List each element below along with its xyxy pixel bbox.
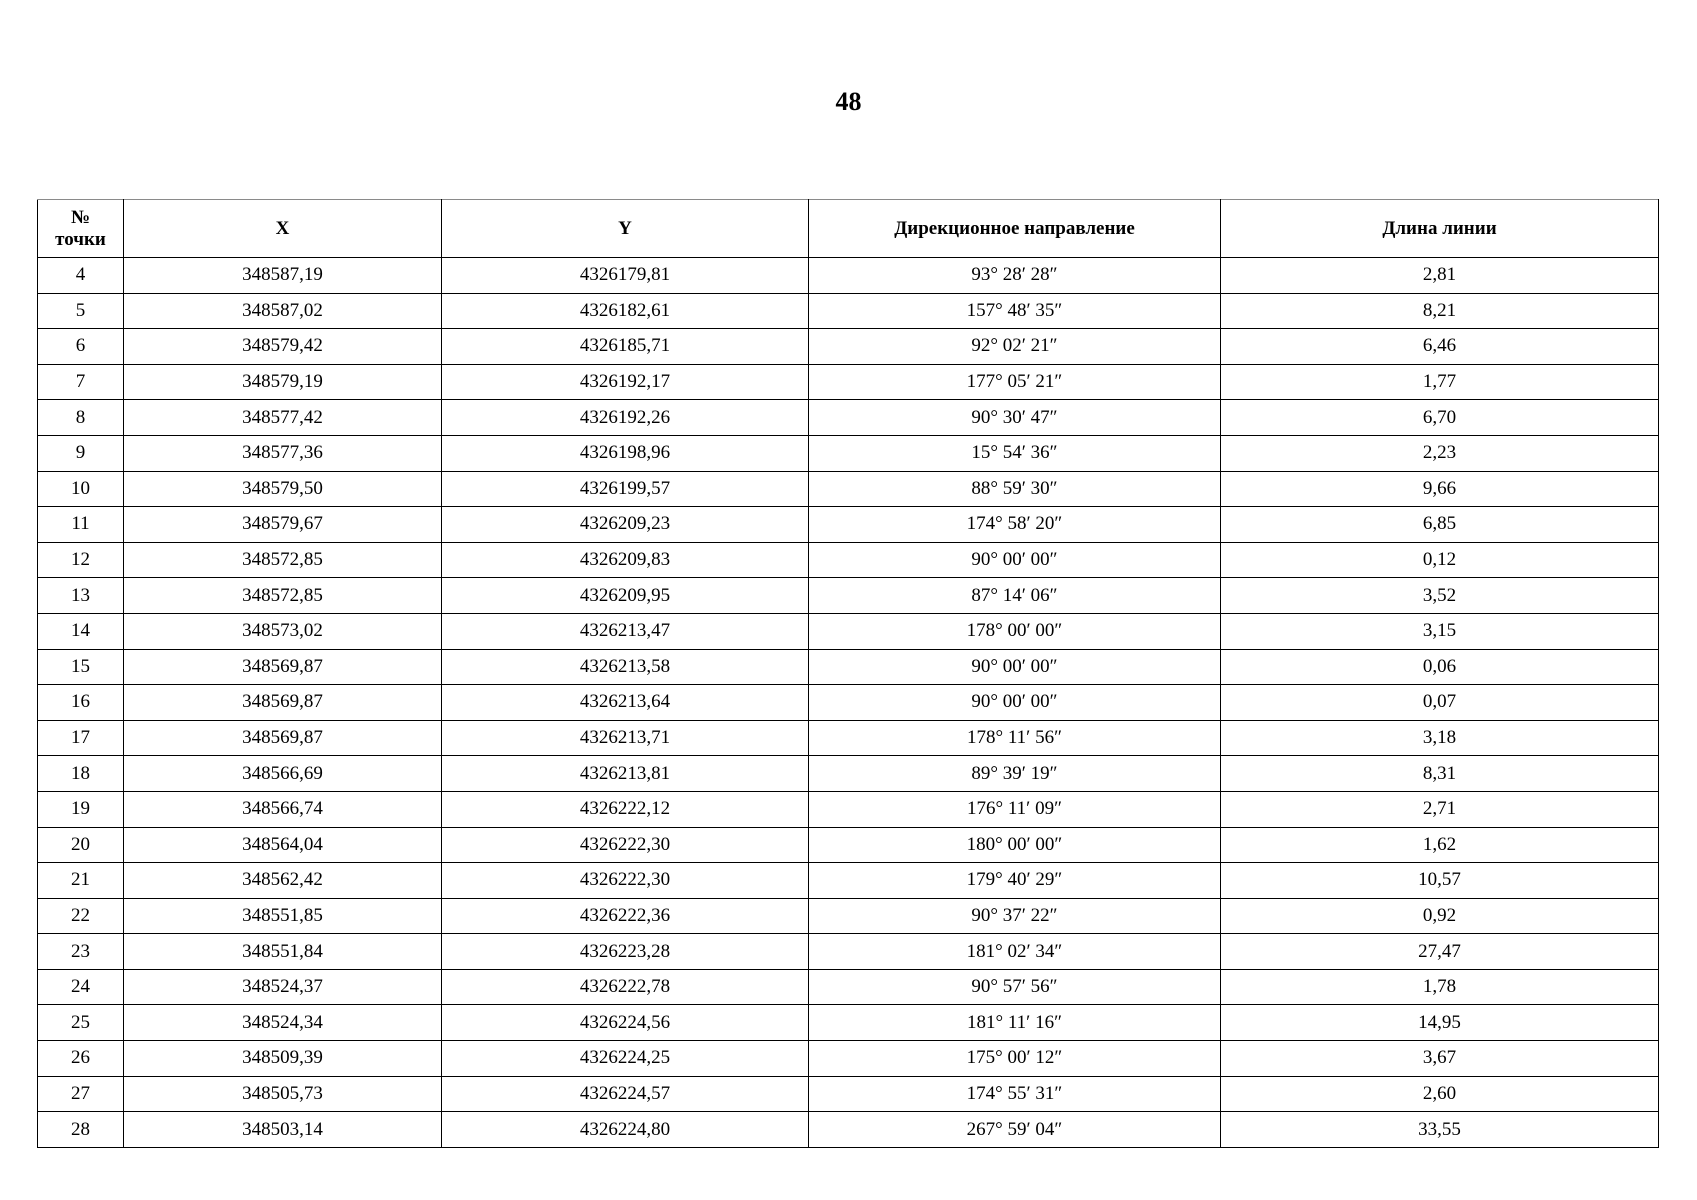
cell-direction: 88° 59′ 30″ bbox=[809, 471, 1221, 507]
table-row bbox=[38, 756, 1659, 792]
cell-point-no: 4 bbox=[38, 258, 124, 294]
cell-direction: 90° 00′ 00″ bbox=[809, 649, 1221, 685]
table-row bbox=[38, 293, 1659, 329]
cell-y: 4326192,26 bbox=[442, 400, 809, 436]
cell-x: 348587,19 bbox=[124, 258, 442, 294]
cell-direction: 157° 48′ 35″ bbox=[809, 293, 1221, 329]
cell-length: 2,71 bbox=[1221, 791, 1659, 827]
table-row bbox=[38, 1005, 1659, 1041]
header-x: X bbox=[124, 200, 442, 258]
cell-y: 4326222,30 bbox=[442, 863, 809, 899]
cell-y: 4326222,36 bbox=[442, 898, 809, 934]
cell-point-no: 5 bbox=[38, 293, 124, 329]
table-row bbox=[38, 934, 1659, 970]
cell-direction: 15° 54′ 36″ bbox=[809, 435, 1221, 471]
cell-x: 348509,39 bbox=[124, 1041, 442, 1077]
table-header bbox=[38, 200, 1659, 258]
cell-length: 33,55 bbox=[1221, 1112, 1659, 1148]
cell-direction: 92° 02′ 21″ bbox=[809, 329, 1221, 365]
cell-direction: 93° 28′ 28″ bbox=[809, 258, 1221, 294]
table-row bbox=[38, 613, 1659, 649]
table-row bbox=[38, 578, 1659, 614]
cell-direction: 181° 02′ 34″ bbox=[809, 934, 1221, 970]
cell-y: 4326185,71 bbox=[442, 329, 809, 365]
cell-point-no: 17 bbox=[38, 720, 124, 756]
cell-direction: 90° 37′ 22″ bbox=[809, 898, 1221, 934]
header-y: Y bbox=[442, 200, 809, 258]
cell-direction: 90° 30′ 47″ bbox=[809, 400, 1221, 436]
cell-y: 4326222,12 bbox=[442, 791, 809, 827]
cell-direction: 176° 11′ 09″ bbox=[809, 791, 1221, 827]
cell-y: 4326224,25 bbox=[442, 1041, 809, 1077]
cell-length: 0,92 bbox=[1221, 898, 1659, 934]
cell-point-no: 26 bbox=[38, 1041, 124, 1077]
cell-direction: 175° 00′ 12″ bbox=[809, 1041, 1221, 1077]
cell-point-no: 10 bbox=[38, 471, 124, 507]
cell-length: 6,70 bbox=[1221, 400, 1659, 436]
cell-point-no: 8 bbox=[38, 400, 124, 436]
cell-x: 348551,85 bbox=[124, 898, 442, 934]
table-row bbox=[38, 258, 1659, 294]
table-row bbox=[38, 507, 1659, 543]
cell-point-no: 28 bbox=[38, 1112, 124, 1148]
cell-direction: 174° 55′ 31″ bbox=[809, 1076, 1221, 1112]
cell-point-no: 9 bbox=[38, 435, 124, 471]
cell-direction: 89° 39′ 19″ bbox=[809, 756, 1221, 792]
cell-y: 4326213,64 bbox=[442, 685, 809, 721]
table-row bbox=[38, 969, 1659, 1005]
cell-point-no: 20 bbox=[38, 827, 124, 863]
cell-length: 0,07 bbox=[1221, 685, 1659, 721]
cell-y: 4326209,95 bbox=[442, 578, 809, 614]
cell-y: 4326224,56 bbox=[442, 1005, 809, 1041]
table-row bbox=[38, 791, 1659, 827]
header-row bbox=[38, 200, 1659, 258]
cell-x: 348505,73 bbox=[124, 1076, 442, 1112]
table-row bbox=[38, 827, 1659, 863]
table-row bbox=[38, 863, 1659, 899]
cell-length: 10,57 bbox=[1221, 863, 1659, 899]
cell-x: 348503,14 bbox=[124, 1112, 442, 1148]
header-point-no: № точки bbox=[38, 200, 124, 258]
cell-x: 348566,69 bbox=[124, 756, 442, 792]
cell-length: 2,60 bbox=[1221, 1076, 1659, 1112]
cell-y: 4326222,30 bbox=[442, 827, 809, 863]
cell-length: 6,85 bbox=[1221, 507, 1659, 543]
cell-y: 4326223,28 bbox=[442, 934, 809, 970]
cell-point-no: 13 bbox=[38, 578, 124, 614]
cell-x: 348551,84 bbox=[124, 934, 442, 970]
cell-x: 348564,04 bbox=[124, 827, 442, 863]
cell-y: 4326209,23 bbox=[442, 507, 809, 543]
cell-direction: 178° 00′ 00″ bbox=[809, 613, 1221, 649]
cell-length: 2,23 bbox=[1221, 435, 1659, 471]
cell-point-no: 7 bbox=[38, 364, 124, 400]
cell-length: 1,78 bbox=[1221, 969, 1659, 1005]
cell-point-no: 21 bbox=[38, 863, 124, 899]
cell-x: 348587,02 bbox=[124, 293, 442, 329]
cell-direction: 90° 57′ 56″ bbox=[809, 969, 1221, 1005]
cell-length: 9,66 bbox=[1221, 471, 1659, 507]
cell-y: 4326199,57 bbox=[442, 471, 809, 507]
cell-y: 4326213,71 bbox=[442, 720, 809, 756]
cell-length: 3,52 bbox=[1221, 578, 1659, 614]
cell-length: 1,62 bbox=[1221, 827, 1659, 863]
cell-direction: 174° 58′ 20″ bbox=[809, 507, 1221, 543]
table-row bbox=[38, 400, 1659, 436]
cell-point-no: 27 bbox=[38, 1076, 124, 1112]
cell-length: 14,95 bbox=[1221, 1005, 1659, 1041]
cell-direction: 90° 00′ 00″ bbox=[809, 685, 1221, 721]
table-row bbox=[38, 1076, 1659, 1112]
cell-y: 4326213,47 bbox=[442, 613, 809, 649]
cell-y: 4326213,81 bbox=[442, 756, 809, 792]
cell-length: 0,06 bbox=[1221, 649, 1659, 685]
cell-point-no: 15 bbox=[38, 649, 124, 685]
cell-length: 8,21 bbox=[1221, 293, 1659, 329]
cell-x: 348569,87 bbox=[124, 685, 442, 721]
cell-point-no: 24 bbox=[38, 969, 124, 1005]
cell-point-no: 18 bbox=[38, 756, 124, 792]
table-body bbox=[38, 258, 1659, 1148]
cell-direction: 181° 11′ 16″ bbox=[809, 1005, 1221, 1041]
cell-x: 348579,42 bbox=[124, 329, 442, 365]
cell-x: 348572,85 bbox=[124, 542, 442, 578]
cell-direction: 179° 40′ 29″ bbox=[809, 863, 1221, 899]
cell-direction: 267° 59′ 04″ bbox=[809, 1112, 1221, 1148]
page-number: 48 bbox=[835, 87, 862, 116]
cell-x: 348579,67 bbox=[124, 507, 442, 543]
cell-direction: 90° 00′ 00″ bbox=[809, 542, 1221, 578]
cell-x: 348569,87 bbox=[124, 720, 442, 756]
cell-x: 348566,74 bbox=[124, 791, 442, 827]
table-row bbox=[38, 435, 1659, 471]
cell-point-no: 22 bbox=[38, 898, 124, 934]
cell-point-no: 11 bbox=[38, 507, 124, 543]
cell-length: 27,47 bbox=[1221, 934, 1659, 970]
cell-x: 348572,85 bbox=[124, 578, 442, 614]
table-row bbox=[38, 1112, 1659, 1148]
cell-x: 348577,36 bbox=[124, 435, 442, 471]
cell-length: 8,31 bbox=[1221, 756, 1659, 792]
table-row bbox=[38, 329, 1659, 365]
cell-point-no: 23 bbox=[38, 934, 124, 970]
cell-x: 348579,50 bbox=[124, 471, 442, 507]
table-row bbox=[38, 471, 1659, 507]
cell-y: 4326179,81 bbox=[442, 258, 809, 294]
table-row bbox=[38, 685, 1659, 721]
cell-y: 4326182,61 bbox=[442, 293, 809, 329]
cell-length: 3,15 bbox=[1221, 613, 1659, 649]
table-row bbox=[38, 649, 1659, 685]
cell-y: 4326222,78 bbox=[442, 969, 809, 1005]
cell-x: 348524,37 bbox=[124, 969, 442, 1005]
cell-direction: 87° 14′ 06″ bbox=[809, 578, 1221, 614]
cell-y: 4326209,83 bbox=[442, 542, 809, 578]
coordinates-table bbox=[37, 199, 1659, 1148]
cell-x: 348524,34 bbox=[124, 1005, 442, 1041]
cell-direction: 180° 00′ 00″ bbox=[809, 827, 1221, 863]
cell-direction: 178° 11′ 56″ bbox=[809, 720, 1221, 756]
cell-length: 2,81 bbox=[1221, 258, 1659, 294]
cell-y: 4326198,96 bbox=[442, 435, 809, 471]
table-row bbox=[38, 542, 1659, 578]
cell-direction: 177° 05′ 21″ bbox=[809, 364, 1221, 400]
cell-length: 1,77 bbox=[1221, 364, 1659, 400]
cell-length: 6,46 bbox=[1221, 329, 1659, 365]
cell-x: 348569,87 bbox=[124, 649, 442, 685]
cell-x: 348577,42 bbox=[124, 400, 442, 436]
cell-x: 348573,02 bbox=[124, 613, 442, 649]
table-row bbox=[38, 898, 1659, 934]
header-length: Длина линии bbox=[1221, 200, 1659, 258]
cell-y: 4326213,58 bbox=[442, 649, 809, 685]
cell-point-no: 14 bbox=[38, 613, 124, 649]
cell-y: 4326224,80 bbox=[442, 1112, 809, 1148]
cell-length: 0,12 bbox=[1221, 542, 1659, 578]
cell-point-no: 6 bbox=[38, 329, 124, 365]
cell-point-no: 19 bbox=[38, 791, 124, 827]
table-row bbox=[38, 720, 1659, 756]
cell-point-no: 16 bbox=[38, 685, 124, 721]
cell-length: 3,67 bbox=[1221, 1041, 1659, 1077]
table-row bbox=[38, 1041, 1659, 1077]
cell-y: 4326192,17 bbox=[442, 364, 809, 400]
header-direction: Дирекционное направление bbox=[809, 200, 1221, 258]
cell-x: 348579,19 bbox=[124, 364, 442, 400]
cell-y: 4326224,57 bbox=[442, 1076, 809, 1112]
cell-point-no: 12 bbox=[38, 542, 124, 578]
cell-x: 348562,42 bbox=[124, 863, 442, 899]
cell-length: 3,18 bbox=[1221, 720, 1659, 756]
table-row bbox=[38, 364, 1659, 400]
cell-point-no: 25 bbox=[38, 1005, 124, 1041]
